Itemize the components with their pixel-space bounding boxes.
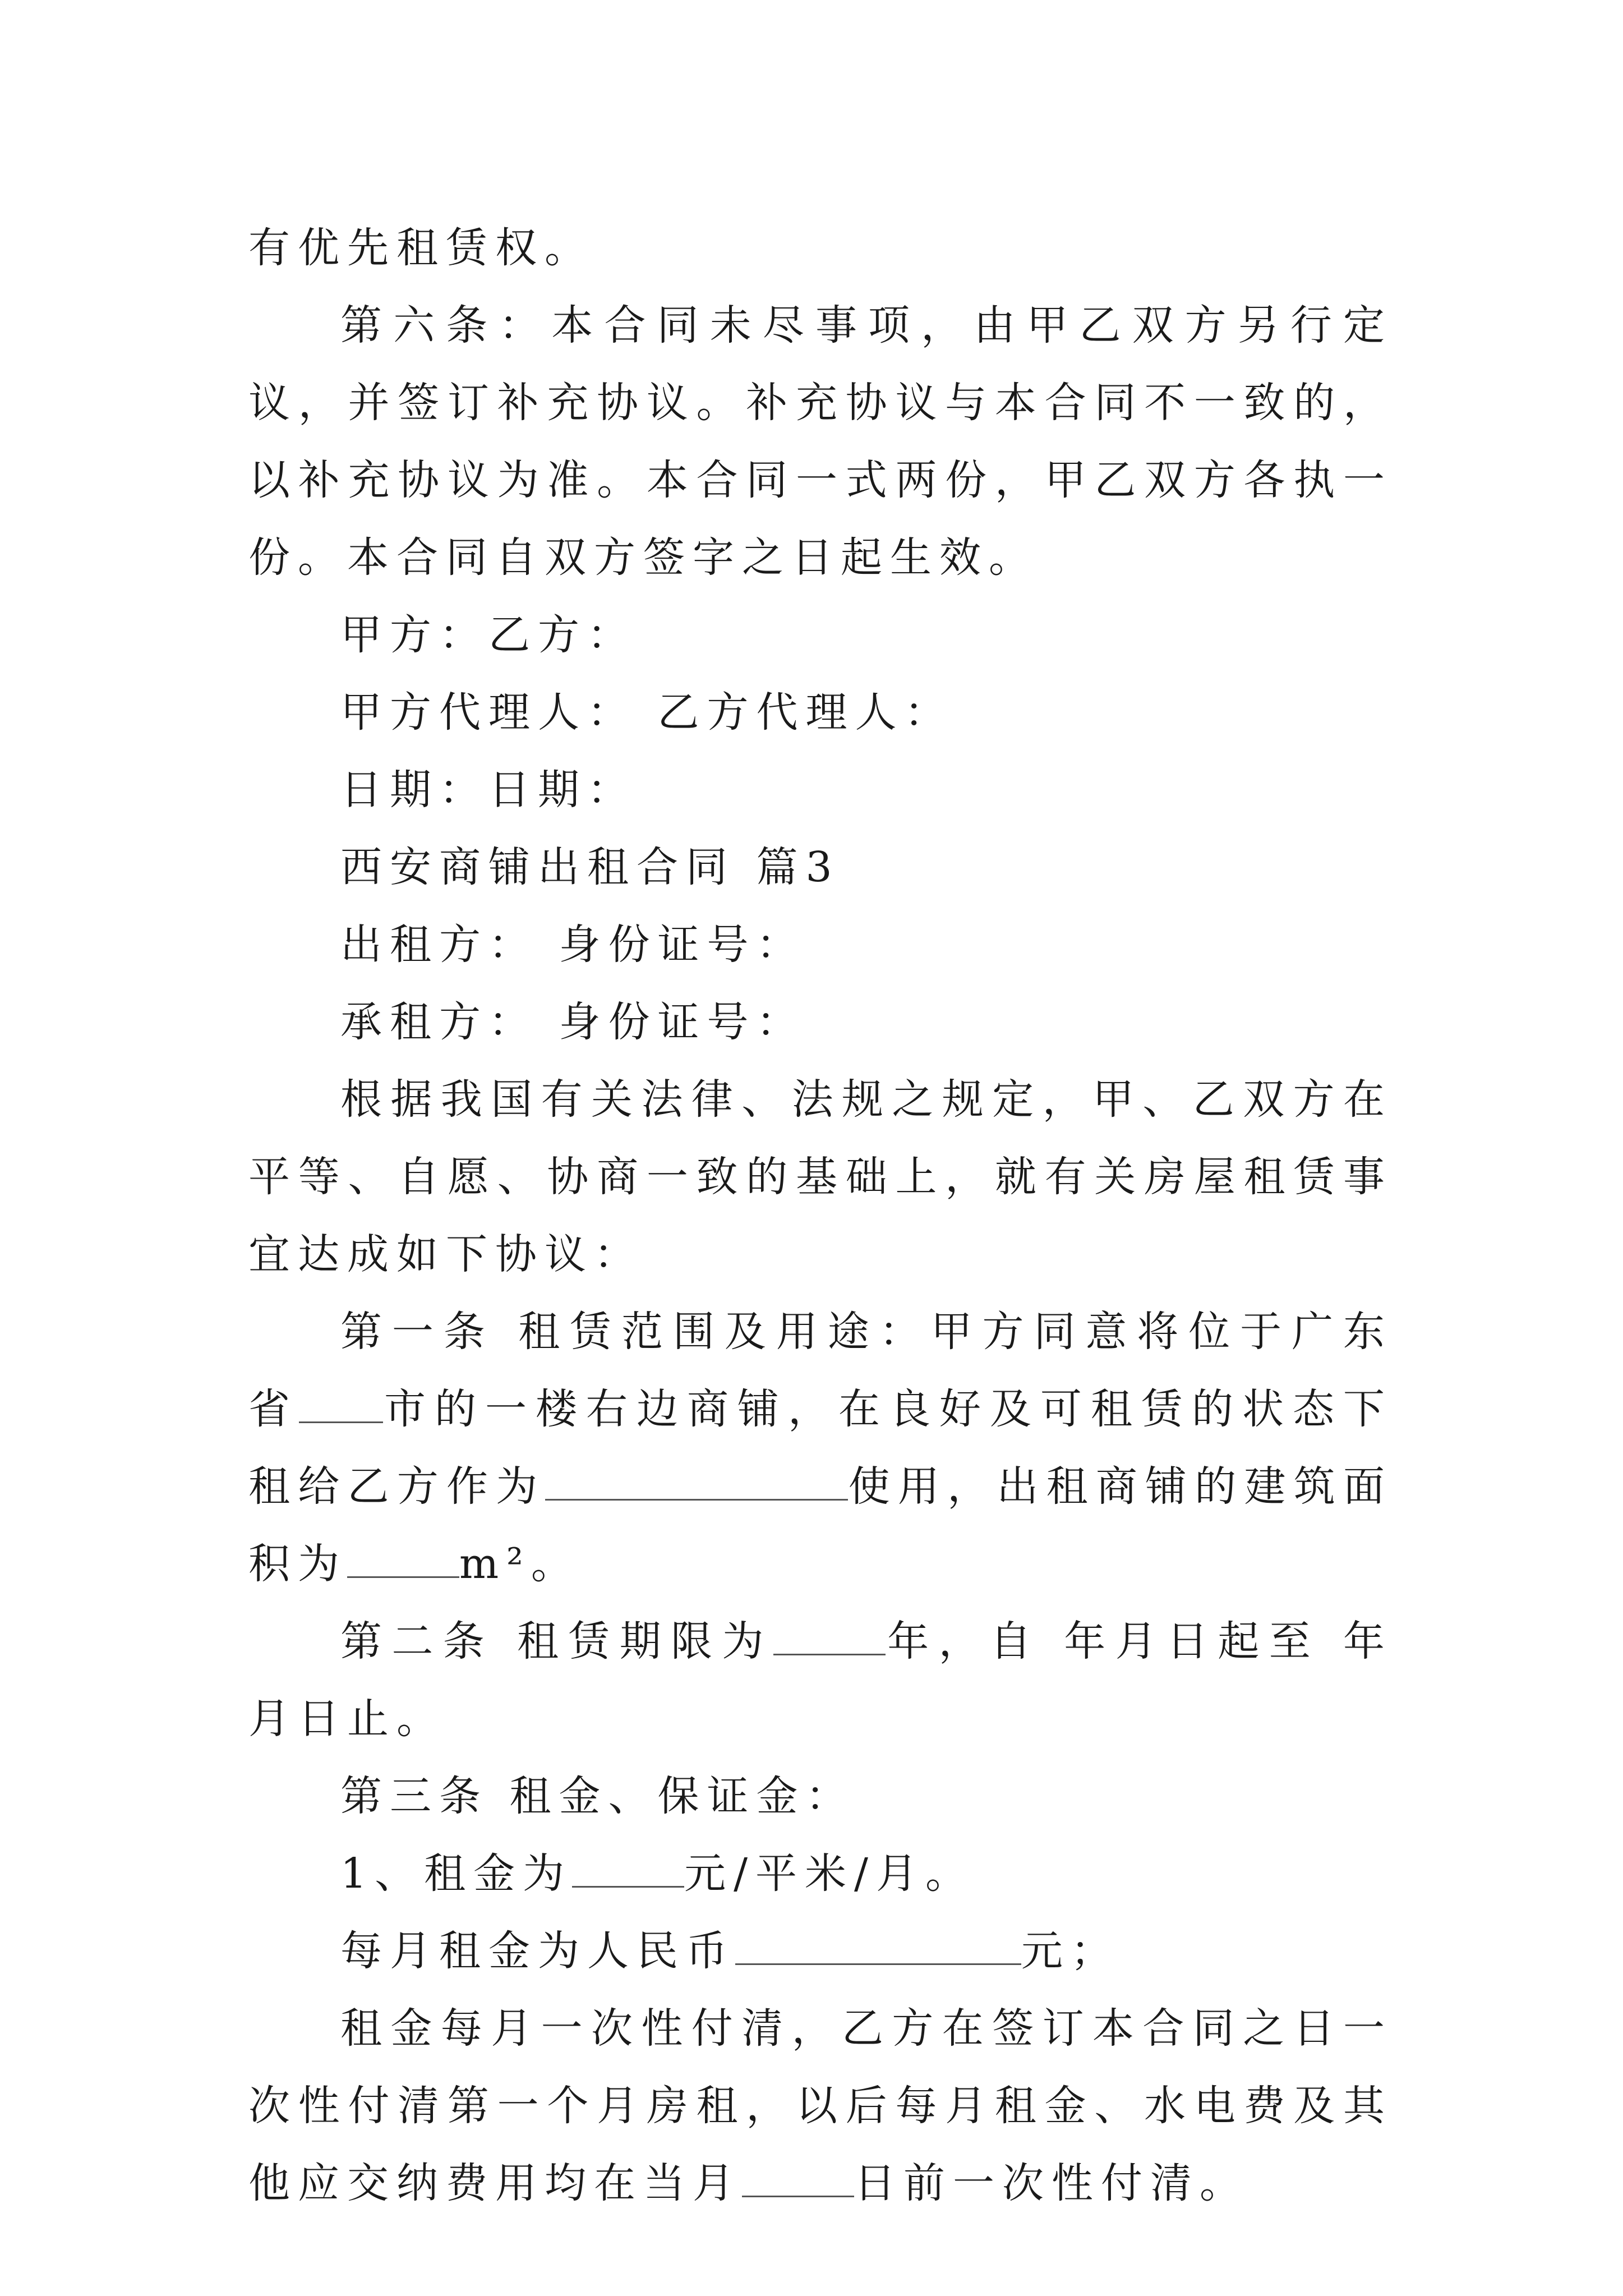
- paragraph-text: 1、租金为: [340, 1849, 573, 1898]
- paragraph-text: 根据我国有关法律、法规之规定，甲、乙双方在平等、自愿、协商一致的基础上，就有关房屋租赁事宜达成如下协议：: [248, 1075, 1393, 1278]
- paragraph-text: 第二条 租赁期限为: [340, 1617, 773, 1665]
- paragraph-p11: [248, 1603, 1393, 1757]
- contract-body: [248, 209, 1393, 2222]
- paragraph-p3: [248, 596, 1393, 674]
- fill-in-blank: [742, 2161, 854, 2197]
- paragraph-text: 西安商铺出租合同 篇3: [340, 843, 840, 891]
- paragraph-p7: [248, 906, 1393, 983]
- paragraph-text: 第六条：本合同未尽事项，由甲乙双方另行定议，并签订补充协议。补充协议与本合同不一致的，以补充协议为准。本合同一式两份，甲乙双方各执一份。本合同自双方签字之日起生效。: [248, 301, 1393, 582]
- paragraph-text: 元/平米/月。: [684, 1849, 975, 1898]
- paragraph-p1: [248, 209, 1393, 287]
- paragraph-p6: [248, 829, 1393, 906]
- fill-in-blank: [299, 1387, 383, 1423]
- paragraph-text: 使用，出租商铺的建筑面积为: [248, 1462, 1393, 1588]
- fill-in-blank: [545, 1464, 848, 1501]
- paragraph-text: 元；: [1021, 1927, 1120, 1975]
- paragraph-p10: [248, 1293, 1393, 1603]
- paragraph-p4: [248, 674, 1393, 751]
- fill-in-blank: [347, 1542, 459, 1578]
- paragraph-text: 甲方代理人： 乙方代理人：: [340, 688, 954, 737]
- paragraph-text: 有优先租赁权。: [248, 224, 594, 272]
- paragraph-text: 第三条 租金、保证金：: [340, 1772, 855, 1820]
- paragraph-p13: [248, 1835, 1393, 1912]
- paragraph-p15: [248, 1990, 1393, 2222]
- fill-in-blank: [572, 1851, 684, 1888]
- paragraph-p2: [248, 287, 1393, 596]
- paragraph-text: 日期：日期：: [340, 766, 637, 814]
- paragraph-p14: [248, 1912, 1393, 1990]
- fill-in-blank: [735, 1929, 1021, 1965]
- paragraph-text: 年，自 年月日起至 年月日止。: [248, 1617, 1393, 1743]
- paragraph-p5: [248, 751, 1393, 829]
- paragraph-text: 市的一楼右边商铺，在良好及可租赁的状态下租给乙方作为: [248, 1385, 1393, 1511]
- paragraph-p8: [248, 983, 1393, 1061]
- paragraph-p12: [248, 1757, 1393, 1835]
- paragraph-text: 第一条 租赁范围及用途：甲方同意将位于广东省: [248, 1308, 1393, 1433]
- paragraph-text: m²。: [459, 1540, 580, 1588]
- paragraph-text: 甲方：乙方：: [340, 611, 637, 659]
- paragraph-text: 承租方： 身份证号：: [340, 998, 806, 1046]
- paragraph-text: 租金每月一次性付清，乙方在签订本合同之日一次性付清第一个月房租，以后每月租金、水电费及其他应交纳费用均在当月: [248, 2004, 1393, 2207]
- paragraph-text: 出租方： 身份证号：: [340, 921, 806, 969]
- fill-in-blank: [773, 1619, 886, 1655]
- paragraph-text: 日前一次性付清。: [854, 2159, 1249, 2207]
- paragraph-p9: [248, 1061, 1393, 1293]
- paragraph-text: 每月租金为人民币: [340, 1927, 735, 1975]
